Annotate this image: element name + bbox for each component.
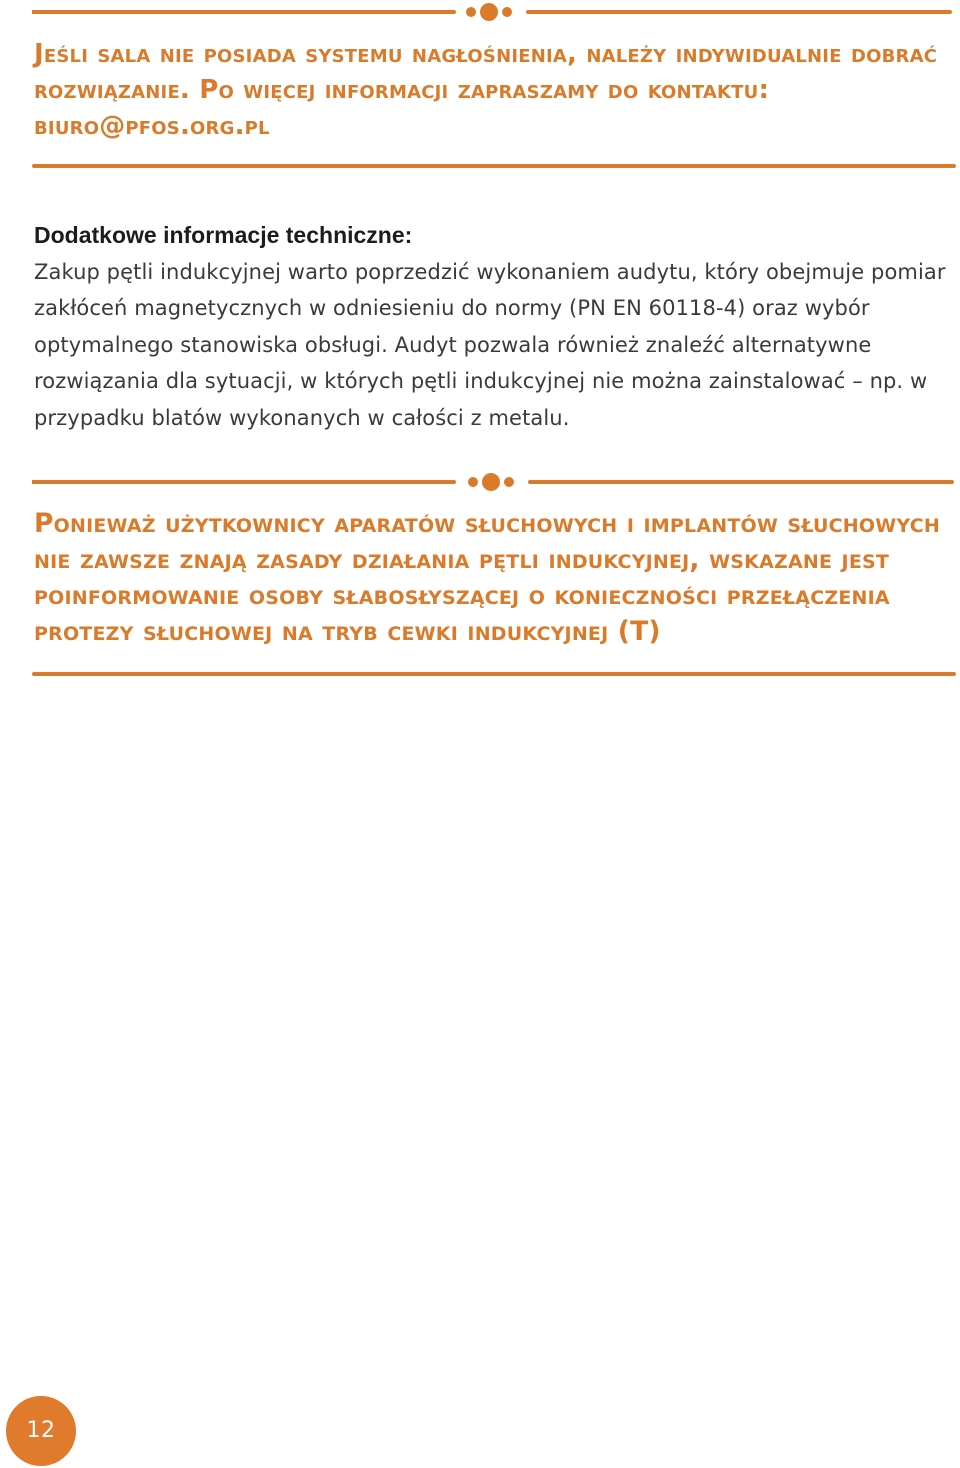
ornament-divider-top — [32, 2, 954, 22]
page-number-badge: 12 — [6, 1396, 76, 1466]
dots-ornament-icon — [32, 472, 954, 492]
dots-ornament-icon — [32, 2, 954, 22]
section-rule-bottom — [32, 672, 956, 676]
technical-info-heading: Dodatkowe informacje techniczne: — [34, 222, 413, 248]
ornament-divider-middle — [32, 472, 954, 492]
section-rule-top — [32, 164, 956, 168]
venue-sound-system-notice: Jeśli sala nie posiada systemu nagłośnienia, należy indywidualnie dobrać rozwiązanie. Po więcej informacji zapraszamy do kontaktu: biuro@pfos.org.pl — [34, 39, 938, 141]
telecoil-switch-notice: Ponieważ użytkownicy aparatów słuchowych i implantów słuchowych nie zawsze znają zasady działania pętli indukcyjnej, wskazane jest poinformowanie osoby słabosłyszącej o konieczności przełączenia protezy słuchowej na tryb cewki indukcyjnej (T) — [34, 508, 940, 647]
technical-info-body: Zakup pętli indukcyjnej warto poprzedzić wykonaniem audytu, który obejmuje pomiar zakłóceń magnetycznych w odniesieniu do normy (PN EN 60118-4) oraz wybór optymalnego stanowiska obsługi. Audyt pozwala również znaleźć alternatywne rozwiązania dla sytuacji, w których pętli indukcyjnej nie można zainstalować – np. w przypadku blatów wykonanych w całości z metalu. — [34, 260, 946, 430]
